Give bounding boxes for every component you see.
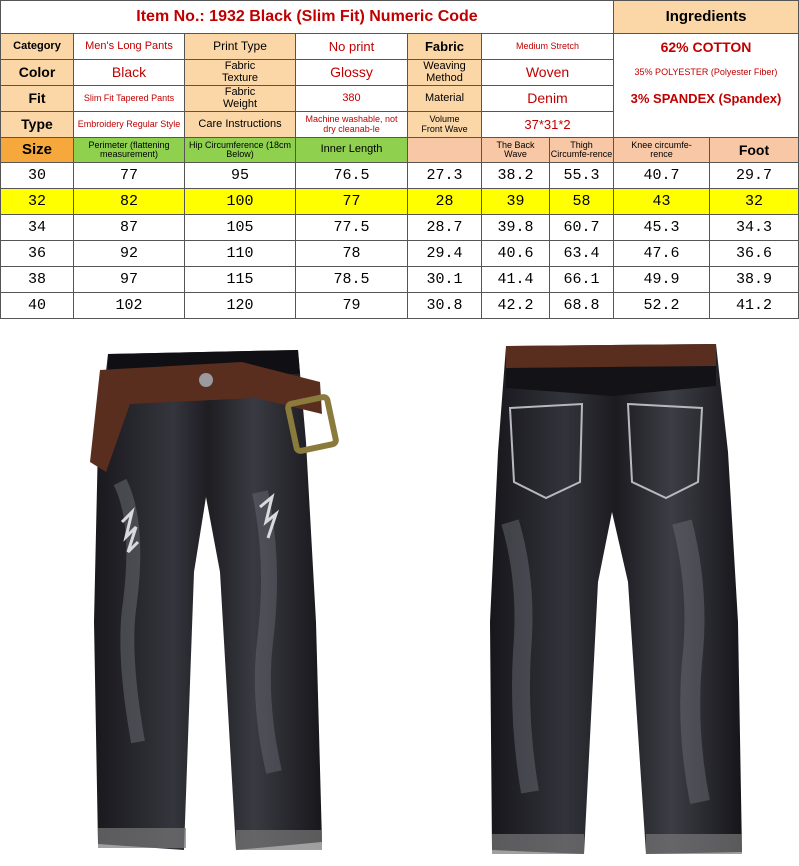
- front-hem-right: [236, 830, 322, 850]
- item-title: Item No.: 1932 Black (Slim Fit) Numeric Code: [0, 0, 614, 34]
- size-row-thigh-cell: 58: [549, 188, 614, 215]
- size-header: Size: [0, 137, 74, 163]
- ingredients-blank: [613, 111, 799, 138]
- perimeter-header: Perimeter (flattening measurement): [73, 137, 185, 163]
- size-row-size-cell: 40: [0, 292, 74, 319]
- size-row-front-wave-cell: 30.1: [407, 266, 482, 293]
- size-row-foot-cell: 41.2: [709, 292, 799, 319]
- size-row-size-cell: 32: [0, 188, 74, 215]
- category-label: Category: [0, 33, 74, 60]
- size-row-front-wave-cell: 29.4: [407, 240, 482, 267]
- hip-header: Hip Circumference (18cm Below): [184, 137, 296, 163]
- size-row-inner-length-cell: 77: [295, 188, 408, 215]
- size-row-back-wave-cell: 40.6: [481, 240, 550, 267]
- fabric-value: Medium Stretch: [481, 33, 614, 60]
- cotton-pct: 62% COTTON: [613, 33, 799, 60]
- front-wave-header: [407, 137, 482, 163]
- print-type-label: Print Type: [184, 33, 296, 60]
- knee-header: Knee circumfe-rence: [613, 137, 710, 163]
- size-row-hip-cell: 120: [184, 292, 296, 319]
- back-right-leg-fade: [682, 522, 700, 802]
- thigh-header: Thigh Circumfe-rence: [549, 137, 614, 163]
- front-wave-label: Front Wave: [421, 123, 468, 134]
- size-row-thigh-cell: 66.1: [549, 266, 614, 293]
- size-row-size-cell: 34: [0, 214, 74, 241]
- material-value: Denim: [481, 85, 614, 112]
- size-row-foot-cell: 29.7: [709, 162, 799, 189]
- size-row-knee-cell: 43: [613, 188, 710, 215]
- size-row-size-cell: 30: [0, 162, 74, 189]
- size-row-foot-cell: 36.6: [709, 240, 799, 267]
- print-type-value: No print: [295, 33, 408, 60]
- color-label: Color: [0, 59, 74, 86]
- size-row-thigh-cell: 55.3: [549, 162, 614, 189]
- volume-value: 37*31*2: [481, 111, 614, 138]
- size-row-front-wave-cell: 28.7: [407, 214, 482, 241]
- size-row-inner-length-cell: 77.5: [295, 214, 408, 241]
- ingredients-header: Ingredients: [613, 0, 799, 34]
- back-hem: [492, 834, 584, 854]
- size-row-perimeter-cell: 92: [73, 240, 185, 267]
- size-row-hip-cell: 100: [184, 188, 296, 215]
- weaving-value: Woven: [481, 59, 614, 86]
- size-row-front-wave-cell: 27.3: [407, 162, 482, 189]
- jeans-back-photo: [470, 322, 770, 866]
- size-row-back-wave-cell: 38.2: [481, 162, 550, 189]
- polyester-pct: 35% POLYESTER (Polyester Fiber): [613, 59, 799, 86]
- size-row-hip-cell: 95: [184, 162, 296, 189]
- size-row-foot-cell: 34.3: [709, 214, 799, 241]
- fit-label: Fit: [0, 85, 74, 112]
- front-right-leg-fade: [260, 492, 274, 772]
- size-row-thigh-cell: 63.4: [549, 240, 614, 267]
- texture-label: Fabric Texture: [184, 59, 296, 86]
- size-row-foot-cell: 38.9: [709, 266, 799, 293]
- size-row-perimeter-cell: 77: [73, 162, 185, 189]
- size-row-inner-length-cell: 79: [295, 292, 408, 319]
- size-row-foot-cell: 32: [709, 188, 799, 215]
- weaving-label: Weaving Method: [407, 59, 482, 86]
- fit-value: Slim Fit Tapered Pants: [73, 85, 185, 112]
- fabric-label: Fabric: [407, 33, 482, 60]
- size-row-inner-length-cell: 76.5: [295, 162, 408, 189]
- size-row-size-cell: 38: [0, 266, 74, 293]
- size-row-back-wave-cell: 42.2: [481, 292, 550, 319]
- size-row-thigh-cell: 68.8: [549, 292, 614, 319]
- type-label: Type: [0, 111, 74, 138]
- jeans-front-photo: [60, 322, 360, 866]
- back-belt: [506, 344, 716, 368]
- foot-header: Foot: [709, 137, 799, 163]
- size-row-hip-cell: 110: [184, 240, 296, 267]
- volume-label: Volume: [429, 114, 460, 125]
- size-row-perimeter-cell: 87: [73, 214, 185, 241]
- size-row-knee-cell: 49.9: [613, 266, 710, 293]
- spandex-pct: 3% SPANDEX (Spandex): [613, 85, 799, 112]
- spec-sheet: [0, 0, 799, 320]
- size-row-front-wave-cell: 28: [407, 188, 482, 215]
- back-hem-right: [646, 834, 742, 854]
- front-button: [199, 373, 213, 387]
- size-row-back-wave-cell: 39.8: [481, 214, 550, 241]
- care-label: Care Instructions: [184, 111, 296, 138]
- size-row-perimeter-cell: 97: [73, 266, 185, 293]
- size-row-front-wave-cell: 30.8: [407, 292, 482, 319]
- size-row-knee-cell: 45.3: [613, 214, 710, 241]
- category-value: Men's Long Pants: [73, 33, 185, 60]
- size-row-knee-cell: 40.7: [613, 162, 710, 189]
- size-row-size-cell: 36: [0, 240, 74, 267]
- size-row-back-wave-cell: 39: [481, 188, 550, 215]
- back-wave-header: The Back Wave: [481, 137, 550, 163]
- weight-label: Fabric Weight: [184, 85, 296, 112]
- front-hem: [98, 828, 186, 848]
- size-row-hip-cell: 115: [184, 266, 296, 293]
- inner-length-header: Inner Length: [295, 137, 408, 163]
- volume-label-cell: [407, 111, 482, 138]
- type-value: Embroidery Regular Style: [73, 111, 185, 138]
- texture-value: Glossy: [295, 59, 408, 86]
- size-row-perimeter-cell: 82: [73, 188, 185, 215]
- care-value: Machine washable, not dry cleanab-le: [295, 111, 408, 138]
- size-row-hip-cell: 105: [184, 214, 296, 241]
- size-row-inner-length-cell: 78.5: [295, 266, 408, 293]
- size-row-thigh-cell: 60.7: [549, 214, 614, 241]
- size-row-perimeter-cell: 102: [73, 292, 185, 319]
- size-row-knee-cell: 52.2: [613, 292, 710, 319]
- size-row-knee-cell: 47.6: [613, 240, 710, 267]
- size-row-back-wave-cell: 41.4: [481, 266, 550, 293]
- size-row-inner-length-cell: 78: [295, 240, 408, 267]
- color-value: Black: [73, 59, 185, 86]
- weight-value: 380: [295, 85, 408, 112]
- material-label: Material: [407, 85, 482, 112]
